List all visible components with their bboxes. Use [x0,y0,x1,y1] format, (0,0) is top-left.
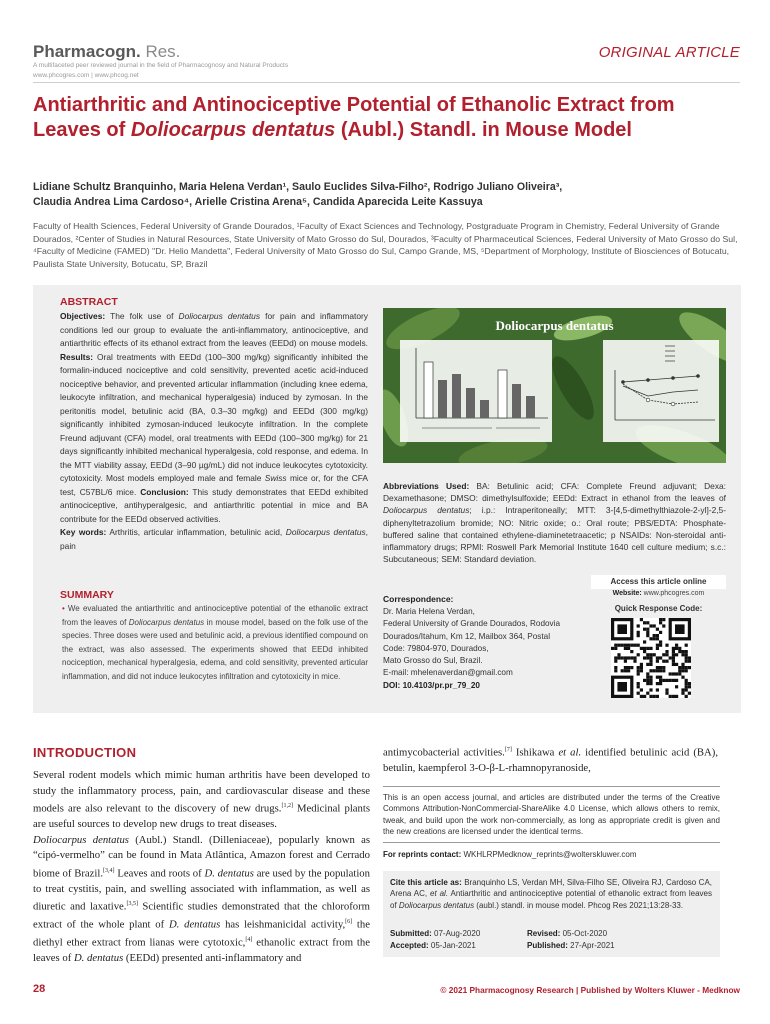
intro-p2a: (Aubl.) Standl. (Dilleniaceae), popularly known as “cipó-vermelho” can be found in Mata Atlântica, Amazon forest and Cerrado biome of Brazil. [33,833,370,880]
keywords-species: Doliocarpus dentatus [285,527,366,537]
intro-p2-species4: D. dentatus [73,952,124,965]
intro-p2-species: Doliocarpus dentatus [33,833,129,846]
objectives-label: Objectives: [60,311,106,321]
intro-p2-ref1[interactable]: [3,4] [103,867,115,874]
journal-name: Pharmacogn. [33,42,141,61]
objectives-text-1: The folk use of [105,311,179,321]
objectives-species: Doliocarpus dentatus [178,311,261,321]
tagline-text: A multifaceted peer reviewed journal in the field of Pharmacognosy and Natural Products [33,62,289,69]
website-label: Website: [612,590,642,597]
qr-label: Quick Response Code: [614,604,703,613]
intro-p2-species2: D. dentatus [204,867,254,880]
col2-etal: et al. [558,746,582,759]
article-type: ORIGINAL ARTICLE [598,44,740,61]
intro-p1b: Medicinal plants are useful sources to develop new drugs to treat diseases. [33,802,370,831]
introduction-continued [383,743,718,777]
correspondence-block [383,606,583,692]
citation-text [390,877,712,911]
citation-label: Cite this article as: [390,878,462,887]
keywords-text-1: Arthritis, articular inflammation, betulinic acid, [106,527,286,537]
line-chart-graphic [603,340,719,442]
journal-tagline [33,61,288,81]
citation-text-3: (aubl.) standl. in mouse model. Phcog Res 2021;13:28-33. [474,900,684,910]
conclusion-text: This study demonstrates that EEDd exhibited antinociceptive, antihyperalgesic, and antiarthritic potential in mice and BA contribute for the EEDd observed activities. [60,486,368,524]
open-access-divider-top [383,786,720,787]
affiliations: Faculty of Health Sciences, Federal University of Grande Dourados, ¹Faculty of Exact Sciences and Technology, Postgraduate Program in Chemistry, Federal University of Grande Dourados, ²Center of Studies in Natural Resources, State University of Mato Grosso do Sul, Dourados, ³Faculty of Pharmaceutical Sciences, Federal University of Mato Grosso do Sul, ⁴Faculty of Medicine (FAMED) "Dr. Helio Mandetta", Federal University of Mato Grosso do Sul, Campo Grande, MS, ⁵Department of Morphology, Institute of Biosciences of Botucatu, Paulista State University, Botucatu, SP, Brazil [33,221,738,269]
abbreviations-species: Doliocarpus dentatus [383,505,470,516]
intro-p2-ref3[interactable]: [6] [345,919,353,926]
correspondence-heading: Correspondence: [383,594,454,604]
title-species: Doliocarpus dentatus [130,119,336,141]
open-access-divider-bottom [383,842,720,843]
conclusion-label: Conclusion: [140,486,189,497]
intro-p1-ref[interactable]: [1,2] [281,803,293,809]
access-website[interactable] [591,590,726,597]
figure-bar-panel [400,340,552,442]
abbreviations-label: Abbreviations Used: [383,481,470,491]
author-line-1: Lidiane Schultz Branquinho, Maria Helena Verdan¹, Saulo Euclides Silva-Filho², Rodrigo Juliano Oliveira³, [33,181,563,193]
introduction-text [33,768,370,967]
figure-line-panel [603,340,719,442]
submitted-value: 07-Aug-2020 [431,929,481,938]
keywords-label: Key words: [60,527,107,537]
corr-address-2: Dourados/Itahum, Km 12, Mailbox 364, Postal [383,631,551,641]
intro-p2-ref2[interactable]: [3,5] [126,901,138,908]
graphical-abstract-figure [383,308,726,463]
intro-paragraph-1 [33,768,370,833]
revised-value: 05-Oct-2020 [560,929,608,938]
published-value: 27-Apr-2021 [567,941,615,950]
intro-p2c: are used by the population to treat cystitis, pain, and swelling associated with inflammation, as well as diuretic and laxative. [33,867,370,913]
journal-brand [33,42,180,62]
intro-p2e: has leishmanicidal activity, [220,918,346,931]
header-divider [33,82,740,83]
abstract-text [60,310,368,553]
submitted-date [390,929,480,938]
accepted-label: Accepted: [390,941,429,950]
published-label: Published: [527,941,568,950]
journal-name-suffix: Res. [145,42,181,61]
intro-p1: Several rodent models which mimic human arthritis have been developed to study the inflammatory process, pain, and cardiovascular disease and these models are also relevant to the discovery of new drugs. [33,769,370,815]
intro-p2-species3: D. dentatus [168,918,221,931]
summary-text [62,602,368,684]
revised-date [527,929,607,938]
author-line-2: Claudia Andrea Lima Cardoso⁴, Arielle Cristina Arena⁵, Candida Aparecida Leite Kassuya [33,196,483,208]
corr-address-4: Mato Grosso do Sul, Brazil. [383,656,483,666]
intro-p2-ref4[interactable]: [4] [245,937,253,944]
published-date [527,941,615,950]
citation-etal: et al. [430,889,449,899]
intro-p2b: Leaves and roots of [114,867,205,880]
intro-paragraph-2 [33,833,370,967]
qr-code-icon[interactable] [611,618,691,698]
col2-text-b: Ishikawa [511,746,559,759]
intro-p2g: ethanolic extract from the leaves of [33,936,370,965]
results-text-1: Oral treatments with EEDd (100–300 mg/kg) significantly inhibited the formalin-induced nociceptive and cold sensitivity, prevented acetic acid-induced nociceptive behavior, and prevented articular inflammation (including knee edema, leukocyte infiltration, and mechanical hyperalgesia) induced by zymosan. In the peritonitis model, betulinic acid (BA, 0.3–30 mg/kg) and EEDd (300 mg/kg) significantly inhibited zymosan-induced leukocyte infiltration. In the complete Freund adjuvant (CFA) model, oral treatments with EEDd (100–300 mg/kg) for 21 days significantly inhibited mechanical hyperalgesia, cold response, and edema. In the MTT viability assay, EEDd (3–90 µg/mL) did not induce leukocytes cytotoxicity. cytotoxicity. Most models employed male and female [60,351,368,483]
citation-text-2: Antiarthritic and antinociceptive potential of ethanolic extract from leaves of [390,889,713,910]
results-text-2: mice or, for the CFA test, C57BL/6 mice. [60,473,368,497]
article-title [33,93,713,143]
open-access-notice: This is an open access journal, and articles are distributed under the terms of the Creative Commons Attribution-NonCommercial-ShareAlike 4.0 License, which allows others to remix, tweak, and build upon the work non-commercially, as long as appropriate credit is given and the new creations are licensed under the identical terms. [383,793,720,837]
keywords-text-2: , pain [60,527,368,551]
summary-bullet: • [62,604,65,613]
accepted-date [390,941,476,950]
citation-species: Doliocarpus dentatus [398,900,475,910]
reprints-email[interactable]: WKHLRPMedknow_reprints@wolterskluwer.com [461,850,637,859]
website-url[interactable]: www.phcogres.com [641,590,705,597]
corr-address-1: Federal University of Grande Dourados, Rodovia [383,619,561,629]
journal-websites[interactable]: www.phcogres.com | www.phcog.net [33,72,139,79]
title-part-2: (Aubl.) Standl. in Mouse Model [335,119,632,141]
reprints-label: For reprints contact: [383,850,462,859]
bar-chart-graphic [400,340,552,442]
submitted-label: Submitted: [390,929,432,938]
corr-name: Dr. Maria Helena Verdan, [383,607,475,616]
copyright-footer: © 2021 Pharmacognosy Research | Published by Wolters Kluwer - Medknow [440,985,740,995]
abbreviations-text-2: ; i.p.: Intraperitoneally; MTT: 3-[4,5-dimethylthiazole-2-yl]-2,5-diphenyltetrazolium bromide; NO: Nitric oxide; o.: Oral route; PBS/EDTA: Phosphate-buffered saline that contained ethylene-diaminetetraacetic; p NSAIDs: Non-steroidal anti-inflammatory drugs; RPMI: Roswell Park Memorial Institute 1640 cell culture medium; s.c.: Subcutaneous; SEM: Standard deviation. [383,505,726,565]
corr-doi[interactable] [383,680,583,692]
title-part-1: Antiarthritic and Antinociceptive Potential of Ethanolic Extract from Leaves of [33,94,675,141]
abbreviations [383,480,726,565]
abstract-heading: ABSTRACT [60,296,118,308]
col2-text-c: identified betulinic acid (BA), betulin, kaempferol 3-O-β-L-rhamnopyranoside, [383,746,718,775]
intro-p2d: Scientific studies demonstrated that the chloroform extract of the whole plant of [33,900,370,931]
summary-text-2: in mouse model, based on the folk use of the species. Three doses were used and betulinic acid, a previous identified compound on the extract, was also assessed. The experiments showed that EEDd inhibited nociception, mechanical hyperalgesia, edema, and cold sensitivity, prevented articular inflammation, and did not induce leukocytes infiltration and cytotoxicity in mice. [62,617,369,681]
access-header: Access this article online [591,575,726,589]
author-list [33,180,733,210]
col2-ref[interactable]: [7] [504,747,512,753]
summary-text-1: We evaluated the antiarthritic and antinociceptive potential of the ethanolic extract from the leaves of [62,604,368,627]
results-label: Results: [60,351,94,362]
col2-text-a: antimycobacterial activities. [383,746,505,759]
summary-heading: SUMMARY [60,589,114,601]
reprints-contact [383,850,720,859]
intro-p2f: the diethyl ether extract from lianas were cytotoxic, [33,918,370,949]
citation-text-1: Branquinho LS, Verdan MH, Silva-Filho SE, Oliveira RJ, Cardoso CA, Arena AC, [390,878,713,899]
corr-email[interactable]: E-mail: mhelenaverdan@gmail.com [383,668,513,678]
summary-species: Doliocarpus dentatus [128,617,205,627]
abbreviations-text-1: BA: Betulinic acid; CFA: Complete Freund adjuvant; Dexa: Dexamethasone; DMSO: dimethylsulfoxide; EEDd: Extract in ethanol from the leaves of [383,481,726,504]
doi-label: DOI: [383,680,401,690]
figure-title: Doliocarpus dentatus [495,318,614,333]
accepted-value: 05-Jan-2021 [428,941,476,950]
doi-value[interactable]: 10.4103/pr.pr_79_20 [400,680,480,690]
corr-address-3: Code: 79804-970, Dourados, [383,643,489,653]
objectives-text-2: for pain and inflammatory conditions led our group to evaluate the anti-inflammatory, antinociceptive, and antiarthritic effects of its ethanol extract from the leaves (EEDd) on mouse models. [60,311,368,348]
intro-p2h: (EEDd) presented anti-inflammatory and [123,952,302,965]
revised-label: Revised: [527,929,561,938]
introduction-heading: INTRODUCTION [33,745,137,760]
results-swiss: Swiss [264,473,287,483]
page-number: 28 [33,983,46,995]
